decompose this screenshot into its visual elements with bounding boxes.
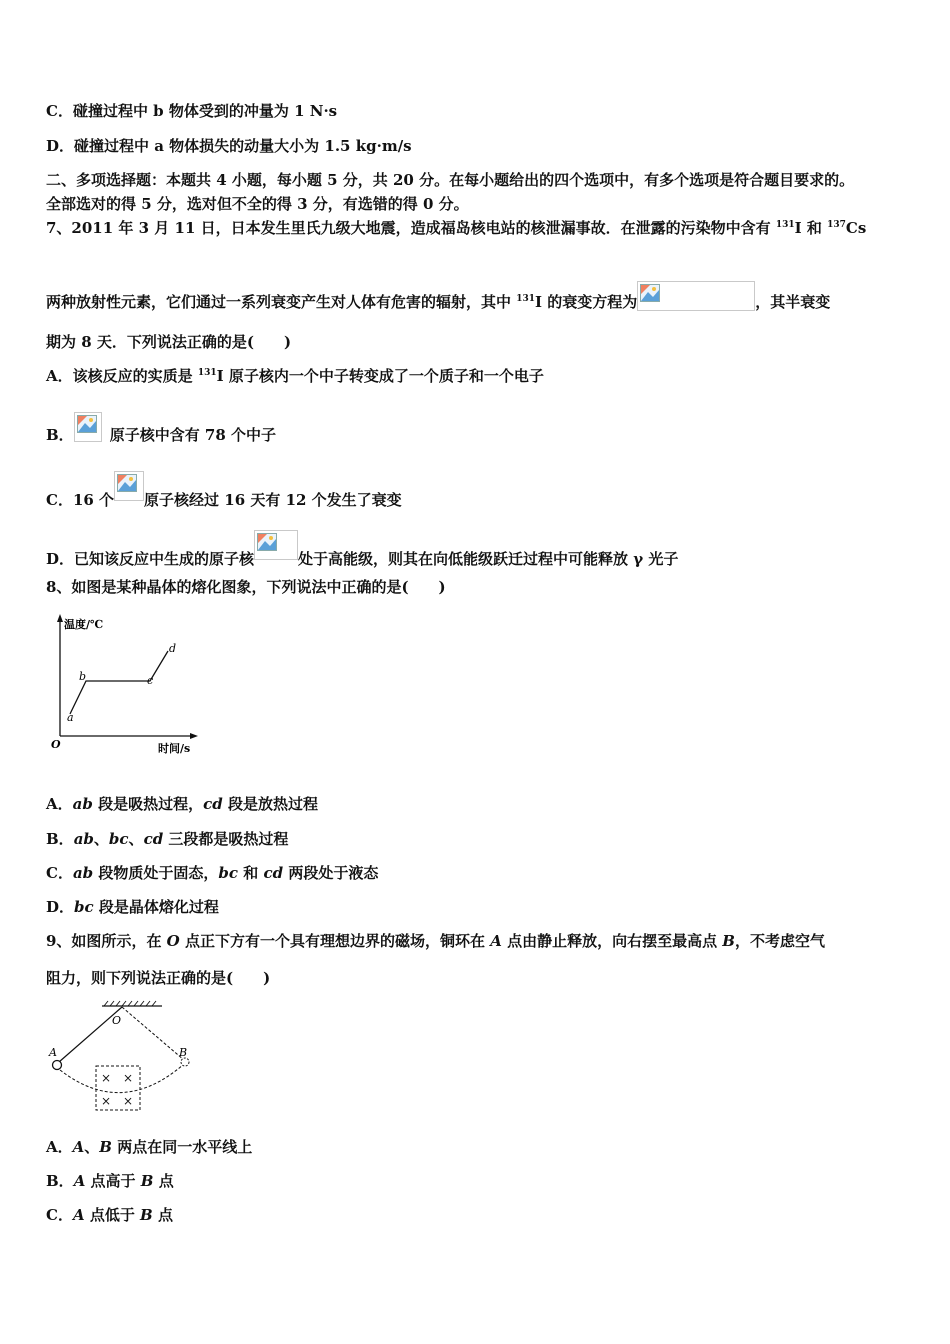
swing-arc [60,1064,184,1093]
y-axis-label: 温度/℃ [64,618,104,631]
x-axis-arrow [190,733,198,739]
broken-image-icon [117,474,137,492]
y-axis-arrow [57,614,63,622]
q8-option-b: B．ab、bc、cd 三段都是吸热过程 [46,830,289,848]
copper-ring-icon [53,1061,62,1070]
svg-text:×: × [101,1094,112,1108]
q7-option-b: B． 原子核中含有 78 个中子 [46,412,276,445]
ceiling-hatch [104,1001,156,1006]
q7-option-a: A．该核反应的实质是 $^{131}$I 原子核内一个中子转变成了一个质子和一个电子 [46,367,544,385]
q6-option-c: C．碰撞过程中 b 物体受到的冲量为 1 N·s [46,102,338,120]
svg-text:×: × [123,1094,134,1108]
section2-heading: 二、多项选择题：本题共 4 小题，每小题 5 分，共 20 分。在每小题给出的四个选项中，有多个选项是符合题目要求的。 [46,171,855,189]
q8-option-a: A．ab 段是吸热过程，cd 段是放热过程 [46,795,318,813]
mass-number: 131 [775,220,795,230]
q6-option-d: D．碰撞过程中 a 物体损失的动量大小为 1.5 kg·m/s [46,137,412,155]
svg-text:×: × [101,1071,112,1085]
q9-option-c: C．A 点低于 B 点 [46,1206,173,1224]
svg-text:×: × [123,1071,134,1085]
broken-image-icon [640,284,660,302]
q8-option-d: D．bc 段是晶体熔化过程 [46,898,219,916]
broken-image-icon [257,533,277,551]
mass-number: 137 [827,220,846,230]
broken-image-icon [77,415,97,433]
point-o-label: O [112,1014,122,1027]
mass-number: 131 [516,294,536,304]
point-a-label: a [67,711,74,724]
origin-label: O [51,738,61,751]
point-d-label: d [169,642,177,655]
q7-stem-line1: 7、2011 年 3 月 11 日，日本发生里氏九级大地震，造成福岛核电站的核泄漏事故．在泄露的污染物中含有 $^{131}$I 和 $^{137}$Cs [46,219,867,237]
nucleus-image-placeholder [114,471,144,501]
x-axis-label: 时间/s [158,742,191,755]
q9-stem-line2: 阻力，则下列说法正确的是( ) [46,969,271,987]
q7-option-d: D．已知该反应中生成的原子核 处于高能级，则其在向低能级跃迁过程中可能释放 γ 光子 [46,530,678,569]
q7-option-c: C．16 个 原子核经过 16 天有 12 个发生了衰变 [46,471,402,510]
dashed-string-b [122,1007,184,1060]
ring-position-b-icon [181,1058,189,1066]
q7-stem-line2: 两种放射性元素，它们通过一系列衰变产生对人体有危害的辐射，其中 $^{131}$I 的衰变方程为 ，其半衰变 [46,281,830,312]
point-a-label: A [49,1046,57,1059]
q8-stem: 8、如图是某种晶体的熔化图象，下列说法中正确的是( ) [46,578,446,596]
mass-number: 131 [197,368,217,378]
q8-option-c: C．ab 段物质处于固态，bc 和 cd 两段处于液态 [46,864,379,882]
nucleus-image-placeholder [254,530,298,560]
magnetic-field-crosses [101,1071,133,1108]
pendulum-figure [46,1000,206,1120]
point-b-label: b [79,670,87,683]
point-c-label: c [147,674,154,687]
q7-stem-line3: 期为 8 天．下列说法正确的是( ) [46,333,292,351]
q9-option-b: B．A 点高于 B 点 [46,1172,174,1190]
q9-stem-line1: 9、如图所示，在 O 点正下方有一个具有理想边界的磁场，铜环在 A 点由静止释放，向右摆至最高点 B，不考虑空气 [46,932,825,950]
nucleus-image-placeholder [74,412,102,442]
section2-heading-cont: 全部选对的得 5 分，选对但不全的得 3 分，有选错的得 0 分。 [46,195,469,213]
q9-option-a: A．A、B 两点在同一水平线上 [46,1138,253,1156]
melting-graph [46,608,206,758]
point-b-label: B [179,1046,188,1059]
decay-equation-image-placeholder [637,281,755,311]
